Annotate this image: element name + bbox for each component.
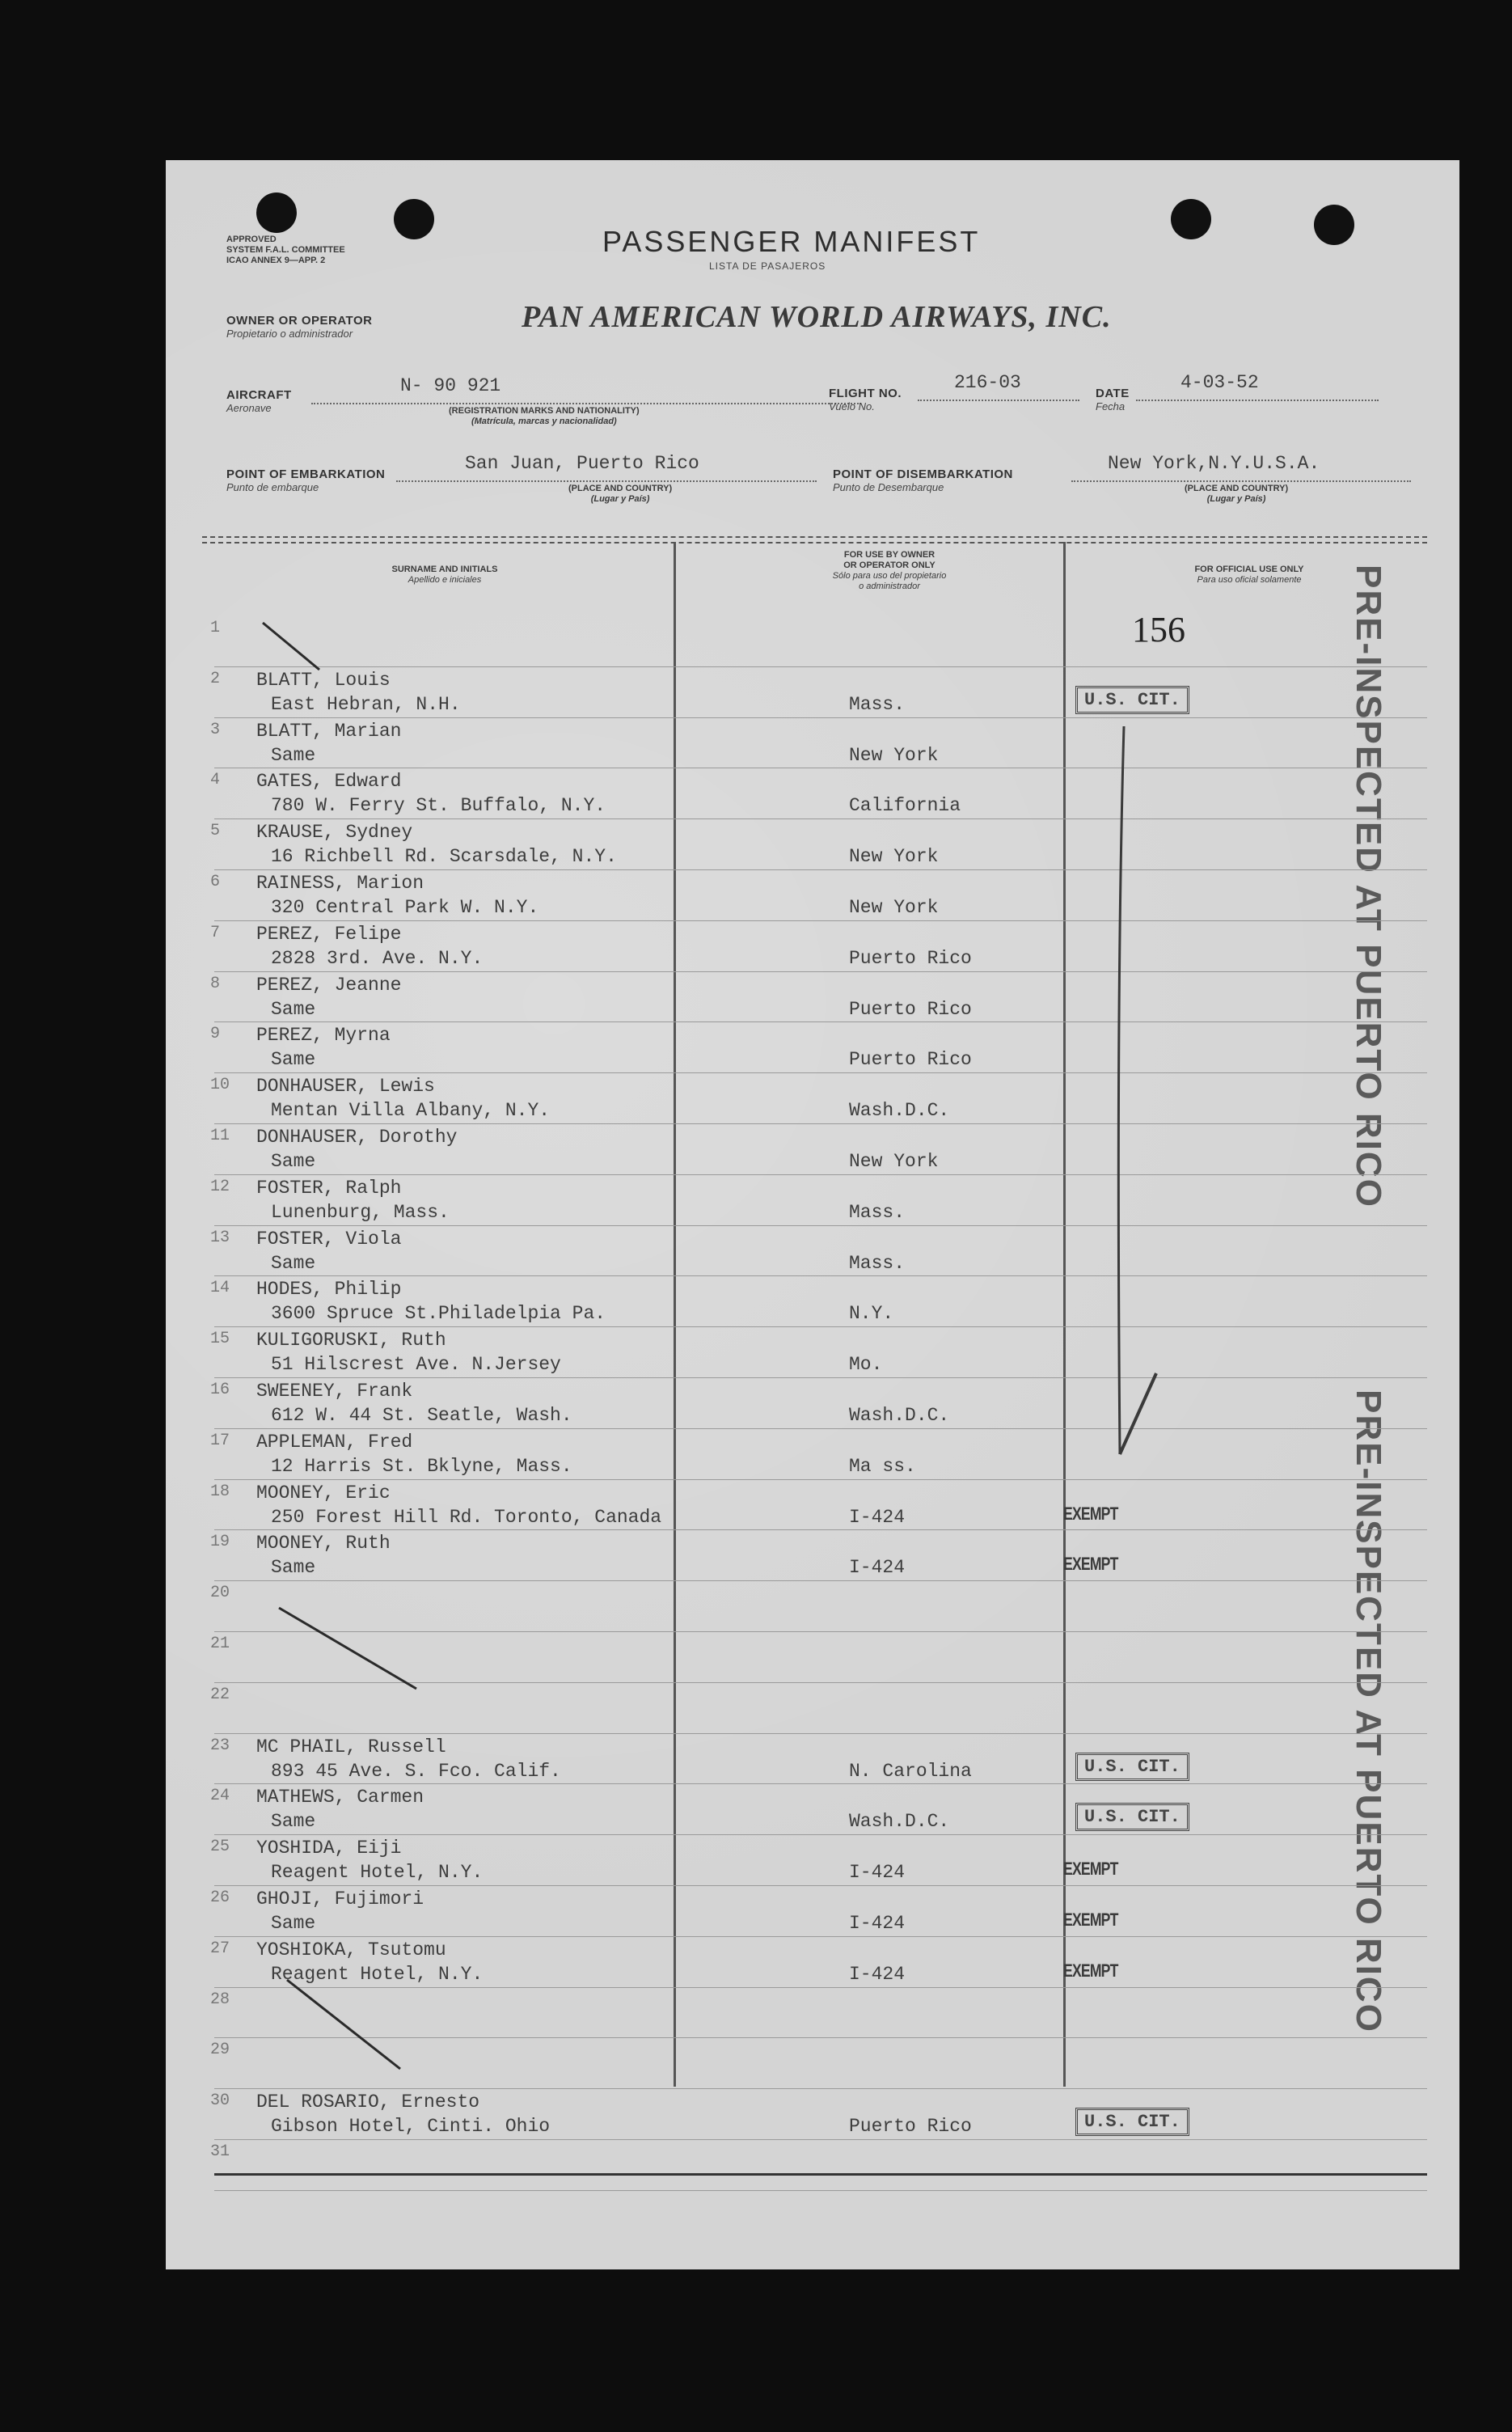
embark-label-es: Punto de embarque — [226, 481, 319, 493]
row-number: 16 — [210, 1381, 230, 1399]
exempt-stamp: EXEMPT — [1063, 1910, 1118, 1930]
passenger-name: RAINESS, Marion — [256, 873, 424, 894]
col3-header-es: Para uso oficial solamente — [1197, 575, 1302, 585]
row-number: 8 — [210, 974, 221, 993]
aircraft-value: N- 90 921 — [400, 375, 501, 396]
row-number: 29 — [210, 2041, 230, 2060]
passenger-address: East Hebran, N.H. — [271, 693, 461, 715]
operator-note: Mass. — [849, 693, 906, 715]
passenger-name: GATES, Edward — [256, 771, 402, 793]
col1-header-es: Apellido e iniciales — [408, 575, 482, 585]
row-number: 1 — [210, 619, 221, 637]
operator-note: Ma ss. — [849, 1455, 916, 1477]
owner-label: OWNER OR OPERATOR — [226, 314, 373, 328]
passenger-name: DONHAUSER, Dorothy — [256, 1127, 458, 1148]
row-number: 20 — [210, 1584, 230, 1603]
passenger-name: MOONEY, Eric — [256, 1482, 391, 1504]
embark-label: POINT OF EMBARKATION — [226, 467, 386, 481]
passenger-name: FOSTER, Viola — [256, 1228, 402, 1250]
passenger-address: Reagent Hotel, N.Y. — [271, 1862, 484, 1884]
row-number: 27 — [210, 1939, 230, 1958]
date-label: DATE — [1096, 387, 1130, 400]
passenger-name: PEREZ, Myrna — [256, 1025, 391, 1047]
exempt-stamp: EXEMPT — [1063, 1859, 1118, 1880]
row-number: 18 — [210, 1482, 230, 1501]
flight-label: FLIGHT NO. — [829, 387, 902, 400]
col2-header-es: Sólo para uso del propietario — [832, 571, 947, 581]
passenger-address: 3600 Spruce St.Philadelpia Pa. — [271, 1303, 606, 1325]
operator-note: I-424 — [849, 1963, 906, 1985]
row-number: 31 — [210, 2142, 230, 2161]
passenger-address: Same — [271, 1811, 316, 1833]
col2-header-en: OR OPERATOR ONLY — [843, 560, 935, 570]
passenger-address: Same — [271, 998, 316, 1020]
operator-note: Puerto Rico — [849, 998, 972, 1020]
operator-note: Mo. — [849, 1354, 883, 1376]
row-number: 6 — [210, 873, 221, 891]
passenger-name: PEREZ, Jeanne — [256, 974, 402, 996]
passenger-name: APPLEMAN, Fred — [256, 1431, 413, 1453]
approval-line: SYSTEM F.A.L. COMMITTEE — [226, 245, 345, 255]
passenger-address: Same — [271, 1557, 316, 1579]
operator-note: I-424 — [849, 1557, 906, 1579]
disembark-label-es: Punto de Desembarque — [833, 481, 944, 493]
row-number: 7 — [210, 923, 221, 942]
pre-inspected-stamp: PRE-INSPECTED AT PUERTO RICO — [1349, 1389, 1388, 2033]
operator-note: Puerto Rico — [849, 2116, 972, 2138]
col3-header-en: FOR OFFICIAL USE ONLY — [1194, 565, 1304, 574]
operator-note: N.Y. — [849, 1303, 894, 1325]
pen-marks — [166, 160, 1459, 2269]
passenger-name: BLATT, Marian — [256, 720, 402, 742]
owner-value: PAN AMERICAN WORLD AIRWAYS, INC. — [522, 300, 1112, 334]
row-number: 21 — [210, 1635, 230, 1653]
row-number: 11 — [210, 1127, 230, 1145]
approval-line: ICAO ANNEX 9—APP. 2 — [226, 256, 326, 265]
row-number: 12 — [210, 1177, 230, 1196]
passenger-name: BLATT, Louis — [256, 669, 391, 691]
ditto-arrow-head — [1120, 1373, 1156, 1454]
passenger-name: SWEENEY, Frank — [256, 1381, 413, 1402]
us-citizen-stamp: U.S. CIT. — [1075, 686, 1189, 714]
aircraft-caption-es: (Matrícula, marcas y nacionalidad) — [471, 417, 617, 426]
passenger-name: MATHEWS, Carmen — [256, 1787, 424, 1808]
row-number: 30 — [210, 2092, 230, 2111]
aircraft-label-es: Aeronave — [226, 402, 272, 414]
exempt-stamp: EXEMPT — [1063, 1554, 1118, 1575]
date-value: 4-03-52 — [1180, 372, 1259, 393]
disembark-label: POINT OF DISEMBARKATION — [833, 467, 1013, 481]
passenger-address: 893 45 Ave. S. Fco. Calif. — [271, 1760, 561, 1782]
row-number: 17 — [210, 1431, 230, 1450]
embark-caption-en: (PLACE AND COUNTRY) — [568, 484, 673, 493]
operator-note: Wash.D.C. — [849, 1811, 950, 1833]
us-citizen-stamp: U.S. CIT. — [1075, 2108, 1189, 2136]
row-number: 26 — [210, 1889, 230, 1907]
row-number: 22 — [210, 1685, 230, 1704]
passenger-address: Mentan Villa Albany, N.Y. — [271, 1100, 551, 1122]
passenger-address: 51 Hilscrest Ave. N.Jersey — [271, 1354, 561, 1376]
passenger-name: HODES, Philip — [256, 1279, 402, 1301]
cross-out-line — [279, 1608, 416, 1689]
row-number: 4 — [210, 771, 221, 790]
row-number: 25 — [210, 1838, 230, 1857]
disembark-caption-es: (Lugar y País) — [1206, 494, 1266, 504]
passenger-name: FOSTER, Ralph — [256, 1177, 402, 1199]
row-number: 9 — [210, 1025, 221, 1044]
passenger-address: 780 W. Ferry St. Buffalo, N.Y. — [271, 795, 606, 817]
passenger-name: KRAUSE, Sydney — [256, 822, 413, 844]
aircraft-caption-en: (REGISTRATION MARKS AND NATIONALITY) — [449, 406, 640, 416]
disembark-value: New York,N.Y.U.S.A. — [1108, 453, 1320, 474]
embark-caption-es: (Lugar y País) — [590, 494, 650, 504]
operator-note: Wash.D.C. — [849, 1405, 950, 1426]
flight-value: 216-03 — [954, 372, 1021, 393]
passenger-name: KULIGORUSKI, Ruth — [256, 1330, 446, 1351]
passenger-name: MC PHAIL, Russell — [256, 1736, 446, 1757]
passenger-address: Reagent Hotel, N.Y. — [271, 1963, 484, 1985]
operator-note: Mass. — [849, 1252, 906, 1274]
row-number: 19 — [210, 1533, 230, 1552]
operator-note: New York — [849, 1151, 939, 1172]
cross-out-line — [263, 623, 319, 670]
passenger-name: DEL ROSARIO, Ernesto — [256, 2092, 480, 2113]
operator-note: New York — [849, 897, 939, 918]
embark-value: San Juan, Puerto Rico — [465, 453, 699, 474]
passenger-name: DONHAUSER, Lewis — [256, 1076, 435, 1098]
approval-line: APPROVED — [226, 235, 277, 244]
ditto-arrow-line — [1118, 726, 1124, 1454]
row-number: 24 — [210, 1787, 230, 1806]
passenger-address: Lunenburg, Mass. — [271, 1201, 450, 1223]
col2-header-en: FOR USE BY OWNER — [843, 550, 935, 560]
owner-label-es: Propietario o administrador — [226, 328, 353, 340]
passenger-address: Same — [271, 1049, 316, 1071]
passenger-address: Same — [271, 744, 316, 766]
form-subtitle: LISTA DE PASAJEROS — [709, 260, 826, 272]
passenger-address: 16 Richbell Rd. Scarsdale, N.Y. — [271, 846, 617, 868]
passenger-name: YOSHIOKA, Tsutomu — [256, 1939, 446, 1960]
operator-note: Puerto Rico — [849, 947, 972, 969]
passenger-address: Same — [271, 1252, 316, 1274]
passenger-address: 250 Forest Hill Rd. Toronto, Canada — [271, 1506, 662, 1528]
row-number: 10 — [210, 1076, 230, 1095]
us-citizen-stamp: U.S. CIT. — [1075, 1753, 1189, 1781]
passenger-address: 320 Central Park W. N.Y. — [271, 897, 539, 918]
row-number: 28 — [210, 1990, 230, 2009]
passenger-address: Same — [271, 1151, 316, 1172]
manifest-sheet — [166, 160, 1459, 2269]
exempt-stamp: EXEMPT — [1063, 1503, 1118, 1524]
exempt-stamp: EXEMPT — [1063, 1960, 1118, 1981]
row-number: 13 — [210, 1228, 230, 1247]
passenger-address: 12 Harris St. Bklyne, Mass. — [271, 1455, 572, 1477]
operator-note: Mass. — [849, 1201, 906, 1223]
operator-note: Puerto Rico — [849, 1049, 972, 1071]
passenger-name: MOONEY, Ruth — [256, 1533, 391, 1554]
passenger-name: PEREZ, Felipe — [256, 923, 402, 945]
aircraft-label: AIRCRAFT — [226, 388, 292, 402]
operator-note: I-424 — [849, 1506, 906, 1528]
passenger-address: Gibson Hotel, Cinti. Ohio — [271, 2116, 551, 2138]
passenger-name: GHOJI, Fujimori — [256, 1889, 424, 1910]
form-title: PASSENGER MANIFEST — [602, 225, 981, 258]
col1-header-en: SURNAME AND INITIALS — [391, 565, 498, 574]
row-number: 3 — [210, 720, 221, 739]
disembark-caption-en: (PLACE AND COUNTRY) — [1185, 484, 1289, 493]
pre-inspected-stamp: PRE-INSPECTED AT PUERTO RICO — [1349, 565, 1388, 1208]
passenger-name: YOSHIDA, Eiji — [256, 1838, 402, 1859]
flight-label-es: Vuelo No. — [829, 400, 875, 412]
row-number: 2 — [210, 669, 221, 688]
operator-note: I-424 — [849, 1862, 906, 1884]
operator-note: New York — [849, 744, 939, 766]
operator-note: Wash.D.C. — [849, 1100, 950, 1122]
operator-note: I-424 — [849, 1913, 906, 1934]
us-citizen-stamp: U.S. CIT. — [1075, 1803, 1189, 1831]
row-number: 23 — [210, 1736, 230, 1755]
date-label-es: Fecha — [1096, 400, 1126, 412]
operator-note: California — [849, 795, 961, 817]
row-number: 5 — [210, 822, 221, 841]
operator-note: N. Carolina — [849, 1760, 972, 1782]
passenger-address: 612 W. 44 St. Seatle, Wash. — [271, 1405, 572, 1426]
operator-note: New York — [849, 846, 939, 868]
passenger-address: 2828 3rd. Ave. N.Y. — [271, 947, 484, 969]
passenger-count: 156 — [1132, 610, 1185, 649]
cross-out-line — [287, 1980, 400, 2069]
row-number: 15 — [210, 1330, 230, 1349]
row-number: 14 — [210, 1279, 230, 1298]
col2-header-es: o administrador — [859, 582, 920, 591]
passenger-address: Same — [271, 1913, 316, 1934]
